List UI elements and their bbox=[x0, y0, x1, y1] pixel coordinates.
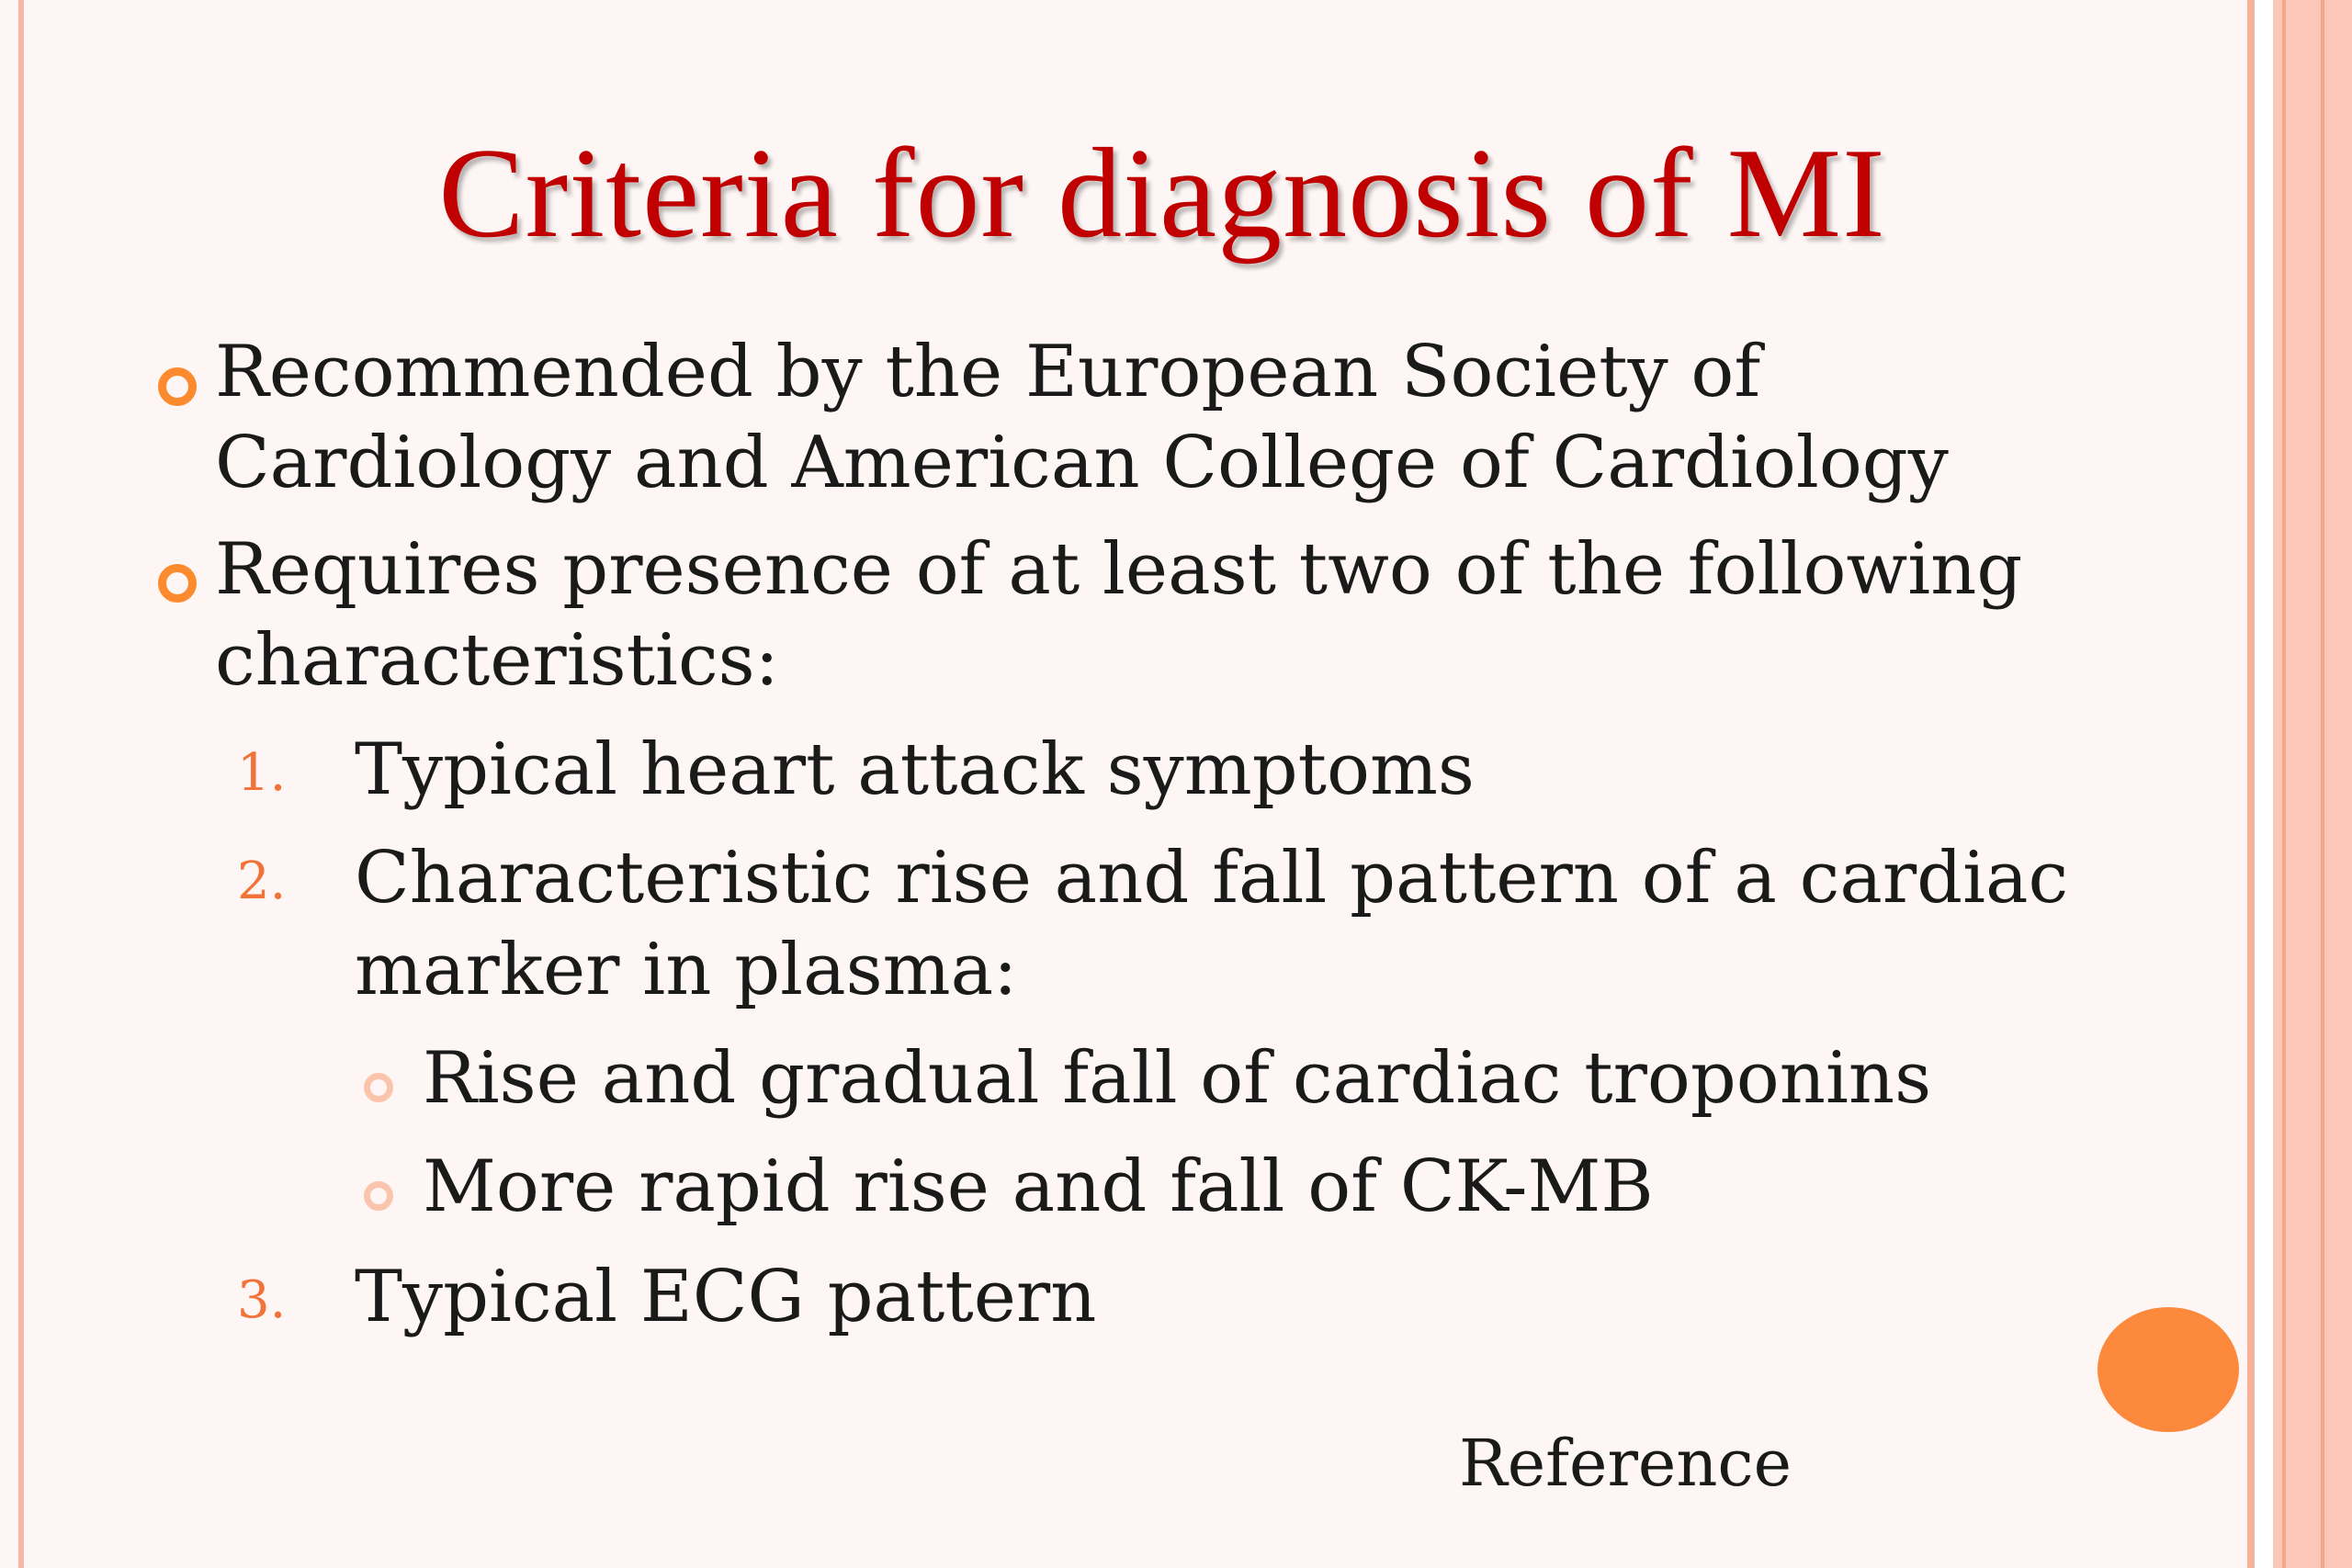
list-number: 2. bbox=[237, 852, 287, 911]
slide-title: Criteria for diagnosis of MI bbox=[438, 122, 1886, 265]
criterion-line: Typical heart attack symptoms bbox=[355, 728, 1475, 811]
criterion-line: Typical ECG pattern bbox=[355, 1256, 1097, 1338]
reference-link[interactable]: Reference bbox=[1459, 1426, 1792, 1501]
criterion-line: Characteristic rise and fall pattern of a cardiac bbox=[355, 837, 2069, 919]
bullet-line: characteristics: bbox=[215, 619, 779, 702]
list-number: 1. bbox=[237, 743, 287, 803]
bullet-line: Recommended by the European Society of bbox=[215, 331, 1761, 413]
list-number: 3. bbox=[237, 1270, 287, 1330]
small-circle-bullet-icon bbox=[364, 1073, 393, 1102]
circle-bullet-icon bbox=[158, 367, 197, 406]
sub-bullet-line: More rapid rise and fall of CK-MB bbox=[423, 1145, 1654, 1228]
bullet-line: Requires presence of at least two of the following bbox=[215, 528, 2023, 611]
criterion-line: marker in plasma: bbox=[355, 929, 1018, 1011]
circle-bullet-icon bbox=[158, 564, 197, 603]
bullet-line: Cardiology and American College of Cardiology bbox=[215, 422, 1949, 504]
sub-bullet-line: Rise and gradual fall of cardiac troponins bbox=[423, 1037, 1932, 1120]
small-circle-bullet-icon bbox=[364, 1181, 393, 1211]
